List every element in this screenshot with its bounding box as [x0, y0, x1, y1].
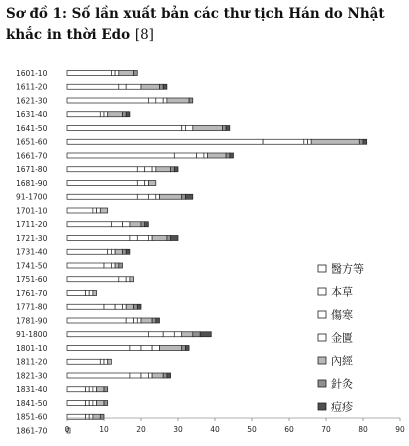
bar-segment-2	[145, 181, 149, 186]
bar-segment-1	[119, 277, 126, 282]
category-label: 1781-90	[16, 316, 48, 326]
category-label: 1661-70	[16, 151, 48, 161]
category-label: 1751-60	[16, 275, 48, 285]
bar-segment-0	[67, 194, 137, 199]
bar-segment-1	[93, 208, 97, 213]
bar-segment-4	[97, 401, 104, 406]
legend-swatch	[318, 380, 326, 387]
bar-segment-5	[222, 126, 226, 131]
bar-segment-5	[160, 84, 164, 89]
bar-segment-1	[86, 401, 90, 406]
bar-segment-3	[93, 401, 97, 406]
bar-segment-1	[100, 359, 104, 364]
bar-segment-3	[137, 318, 141, 323]
legend-label: 醫方等	[331, 262, 364, 276]
category-label: 1741-50	[16, 261, 48, 271]
x-tick-label: 0	[64, 425, 70, 434]
bar-segment-0	[67, 98, 148, 103]
bar-segment-1	[174, 153, 196, 158]
bar-segment-4	[115, 249, 122, 254]
x-tick-label: 90	[395, 425, 405, 434]
bar-segment-0	[67, 112, 100, 117]
bar-segment-5	[123, 112, 127, 117]
bar-segment-3	[148, 373, 152, 378]
bar-segment-2	[111, 249, 115, 254]
bar-segment-4	[108, 359, 112, 364]
bar-segment-4	[148, 181, 155, 186]
bar-segment-4	[141, 84, 160, 89]
legend-label: 傷寒	[331, 308, 353, 322]
bar-segment-1	[111, 71, 115, 76]
bar-segment-1	[182, 126, 186, 131]
bar-segment-4	[141, 318, 152, 323]
bar-segment-1	[148, 98, 155, 103]
bar-segment-4	[311, 139, 359, 144]
bar-segment-0	[67, 401, 86, 406]
bar-segment-0	[67, 208, 93, 213]
bar-segment-6	[200, 332, 211, 337]
chart-title-ref: [8]	[134, 27, 154, 43]
bar-segment-3	[152, 167, 156, 172]
bar-segment-2	[89, 291, 93, 296]
bar-segment-2	[185, 126, 192, 131]
bar-segment-0	[67, 387, 86, 392]
bar-segment-6	[363, 139, 367, 144]
bar-segment-3	[93, 387, 97, 392]
bar-segment-1	[104, 304, 115, 309]
bar-segment-5	[141, 222, 145, 227]
bar-segment-6	[126, 112, 130, 117]
bar-segment-5	[182, 194, 186, 199]
category-label: 1831-40	[16, 385, 48, 395]
bar-segment-5	[123, 249, 127, 254]
bar-segment-0	[67, 291, 86, 296]
bar-segment-3	[123, 304, 127, 309]
bar-segment-1	[86, 291, 90, 296]
bar-segment-4	[93, 291, 97, 296]
bar-segment-0	[67, 84, 119, 89]
category-label: 1631-40	[16, 110, 48, 120]
legend-swatch	[318, 357, 326, 364]
bar-segment-2	[123, 222, 130, 227]
bar-segment-4	[119, 71, 134, 76]
bar-segment-3	[156, 194, 160, 199]
bar-segment-4	[115, 263, 119, 268]
bar-segment-2	[126, 277, 130, 282]
bar-segment-2	[97, 208, 101, 213]
bar-segment-0	[67, 236, 130, 241]
bar-segment-4	[167, 98, 189, 103]
legend-label: 針灸	[331, 377, 353, 391]
bar-segment-4	[130, 222, 141, 227]
bar-segment-2	[197, 153, 204, 158]
bar-segment-6	[185, 194, 192, 199]
bar-segment-3	[204, 153, 208, 158]
bar-segment-0	[67, 359, 100, 364]
chart-title-main: Sơ đồ 1: Số lần xuất bản các thư tịch Hán do Nhật khắc in thời Edo	[6, 6, 385, 43]
bar-segment-6	[163, 84, 167, 89]
bar-segment-5	[134, 71, 138, 76]
bar-segment-0	[67, 318, 126, 323]
bar-segment-0	[67, 277, 119, 282]
category-label: 1811-20	[16, 357, 48, 367]
bar-segment-3	[163, 98, 167, 103]
x-axis	[65, 418, 405, 434]
bar-segment-0	[67, 71, 111, 76]
bar-segment-1	[137, 194, 148, 199]
bar-segment-4	[126, 304, 133, 309]
bar-segment-2	[148, 194, 155, 199]
bar-segment-0	[67, 153, 174, 158]
bar-segment-2	[163, 332, 174, 337]
bar-segment-2	[89, 401, 93, 406]
category-label: 1771-80	[16, 302, 48, 312]
bar-segment-2	[104, 112, 108, 117]
bar-segment-6	[137, 304, 141, 309]
bar-segment-2	[89, 414, 93, 419]
bar-segment-1	[108, 249, 112, 254]
bar-segment-1	[104, 263, 111, 268]
legend-swatch	[318, 265, 326, 272]
category-label: 1711-20	[16, 220, 48, 230]
bar-segment-2	[145, 167, 152, 172]
category-label: 1851-60	[16, 412, 48, 422]
bar-segment-5	[104, 401, 108, 406]
bar-segment-5	[119, 263, 123, 268]
legend-label: 痘疹	[331, 400, 353, 414]
bar-segment-2	[304, 139, 308, 144]
category-label: 1731-40	[16, 247, 48, 257]
bar-segment-1	[86, 414, 90, 419]
bar-segment-6	[230, 153, 234, 158]
bar-segment-2	[115, 71, 119, 76]
bar-segment-5	[193, 332, 200, 337]
bar-segment-0	[67, 414, 86, 419]
bar-segment-4	[108, 112, 123, 117]
category-label: 1641-50	[16, 123, 48, 133]
bar-segment-4	[93, 414, 100, 419]
bar-segment-4	[152, 373, 163, 378]
bar-segment-4	[130, 277, 134, 282]
category-label: 91-1800	[16, 330, 48, 340]
bar-segment-4	[160, 194, 182, 199]
legend-label: 本草	[331, 285, 353, 299]
bar-segment-2	[141, 373, 148, 378]
bar-segment-1	[130, 236, 137, 241]
bar-segment-5	[167, 236, 171, 241]
category-label: 1701-10	[16, 206, 48, 216]
category-label: 1861-70	[16, 426, 48, 436]
bar-segment-4	[156, 167, 171, 172]
bar-segment-0	[67, 249, 108, 254]
bar-segment-1	[100, 112, 104, 117]
bar-segment-0	[67, 167, 137, 172]
category-label: 1601-10	[16, 68, 48, 78]
bar-segment-4	[182, 332, 193, 337]
bar-segment-2	[111, 263, 115, 268]
legend	[318, 262, 364, 414]
category-label: 1761-70	[16, 288, 48, 298]
legend-swatch	[318, 403, 326, 410]
category-label: 1621-30	[16, 96, 48, 106]
category-label: 1821-30	[16, 371, 48, 381]
bar-segment-2	[137, 236, 148, 241]
bar-segment-6	[185, 346, 189, 351]
bar-segment-5	[226, 153, 230, 158]
bar-segment-0	[67, 304, 104, 309]
bar-segment-6	[145, 222, 149, 227]
x-tick-label: 60	[284, 425, 294, 434]
bars-group	[64, 71, 367, 434]
x-tick-label: 40	[210, 425, 220, 434]
bar-segment-0	[67, 332, 148, 337]
bar-segment-4	[152, 236, 167, 241]
bar-segment-2	[104, 359, 108, 364]
x-tick-label: 80	[358, 425, 368, 434]
bar-segment-5	[134, 304, 138, 309]
legend-swatch	[318, 334, 326, 341]
category-label: 1841-50	[16, 398, 48, 408]
bar-segment-6	[174, 167, 178, 172]
x-tick-label: 30	[173, 425, 183, 434]
bar-segment-0	[67, 181, 137, 186]
bar-segment-2	[89, 387, 93, 392]
category-label: 1801-10	[16, 343, 48, 353]
bar-segment-6	[226, 126, 230, 131]
bar-segment-5	[182, 346, 186, 351]
bar-segment-1	[148, 332, 163, 337]
bar-segment-3	[152, 346, 159, 351]
bar-segment-6	[171, 236, 178, 241]
bar-segment-6	[156, 318, 160, 323]
bar-segment-5	[152, 318, 156, 323]
bar-segment-1	[126, 318, 133, 323]
category-label: 1651-60	[16, 137, 48, 147]
category-label: 1671-80	[16, 165, 48, 175]
bar-segment-0	[67, 263, 104, 268]
bar-segment-6	[167, 373, 171, 378]
legend-label: 內經	[331, 354, 353, 368]
bar-segment-1	[111, 222, 122, 227]
x-tick-label: 20	[136, 425, 146, 434]
bar-segment-1	[130, 373, 141, 378]
bar-segment-4	[97, 387, 104, 392]
bar-segment-4	[100, 208, 107, 213]
category-label: 91-1700	[16, 192, 48, 202]
category-label: 1721-30	[16, 233, 48, 243]
legend-swatch	[318, 311, 326, 318]
bar-segment-2	[115, 304, 122, 309]
category-label: 1611-20	[16, 82, 48, 92]
bar-segment-3	[174, 332, 181, 337]
bar-segment-4	[193, 126, 223, 131]
bar-segment-5	[100, 414, 104, 419]
bar-segment-0	[67, 126, 182, 131]
bar-segment-1	[263, 139, 304, 144]
bar-segment-5	[104, 387, 108, 392]
bar-segment-1	[130, 346, 141, 351]
x-tick-label: 10	[99, 425, 109, 434]
bar-segment-5	[189, 98, 193, 103]
bar-segment-0	[67, 222, 111, 227]
bar-segment-5	[163, 373, 167, 378]
bar-segment-4	[208, 153, 227, 158]
x-tick-label: 70	[321, 425, 331, 434]
bar-segment-0	[67, 346, 130, 351]
legend-label: 金匱	[331, 331, 353, 345]
bar-segment-5	[171, 167, 175, 172]
bar-segment-0	[67, 139, 263, 144]
category-labels	[16, 69, 48, 436]
bar-segment-5	[359, 139, 363, 144]
bar-segment-3	[148, 236, 152, 241]
bar-segment-0	[67, 373, 130, 378]
bar-segment-1	[86, 387, 90, 392]
bar-segment-1	[119, 84, 126, 89]
bar-segment-2	[134, 318, 138, 323]
bar-segment-2	[156, 98, 163, 103]
bar-segment-1	[137, 167, 144, 172]
bar-segment-2	[141, 346, 152, 351]
bar-segment-3	[308, 139, 312, 144]
legend-swatch	[318, 288, 326, 295]
bar-segment-1	[137, 181, 144, 186]
bar-segment-2	[126, 84, 141, 89]
x-tick-label: 50	[247, 425, 257, 434]
bar-segment-6	[126, 249, 130, 254]
bar-segment-4	[160, 346, 182, 351]
category-label: 1681-90	[16, 178, 48, 188]
